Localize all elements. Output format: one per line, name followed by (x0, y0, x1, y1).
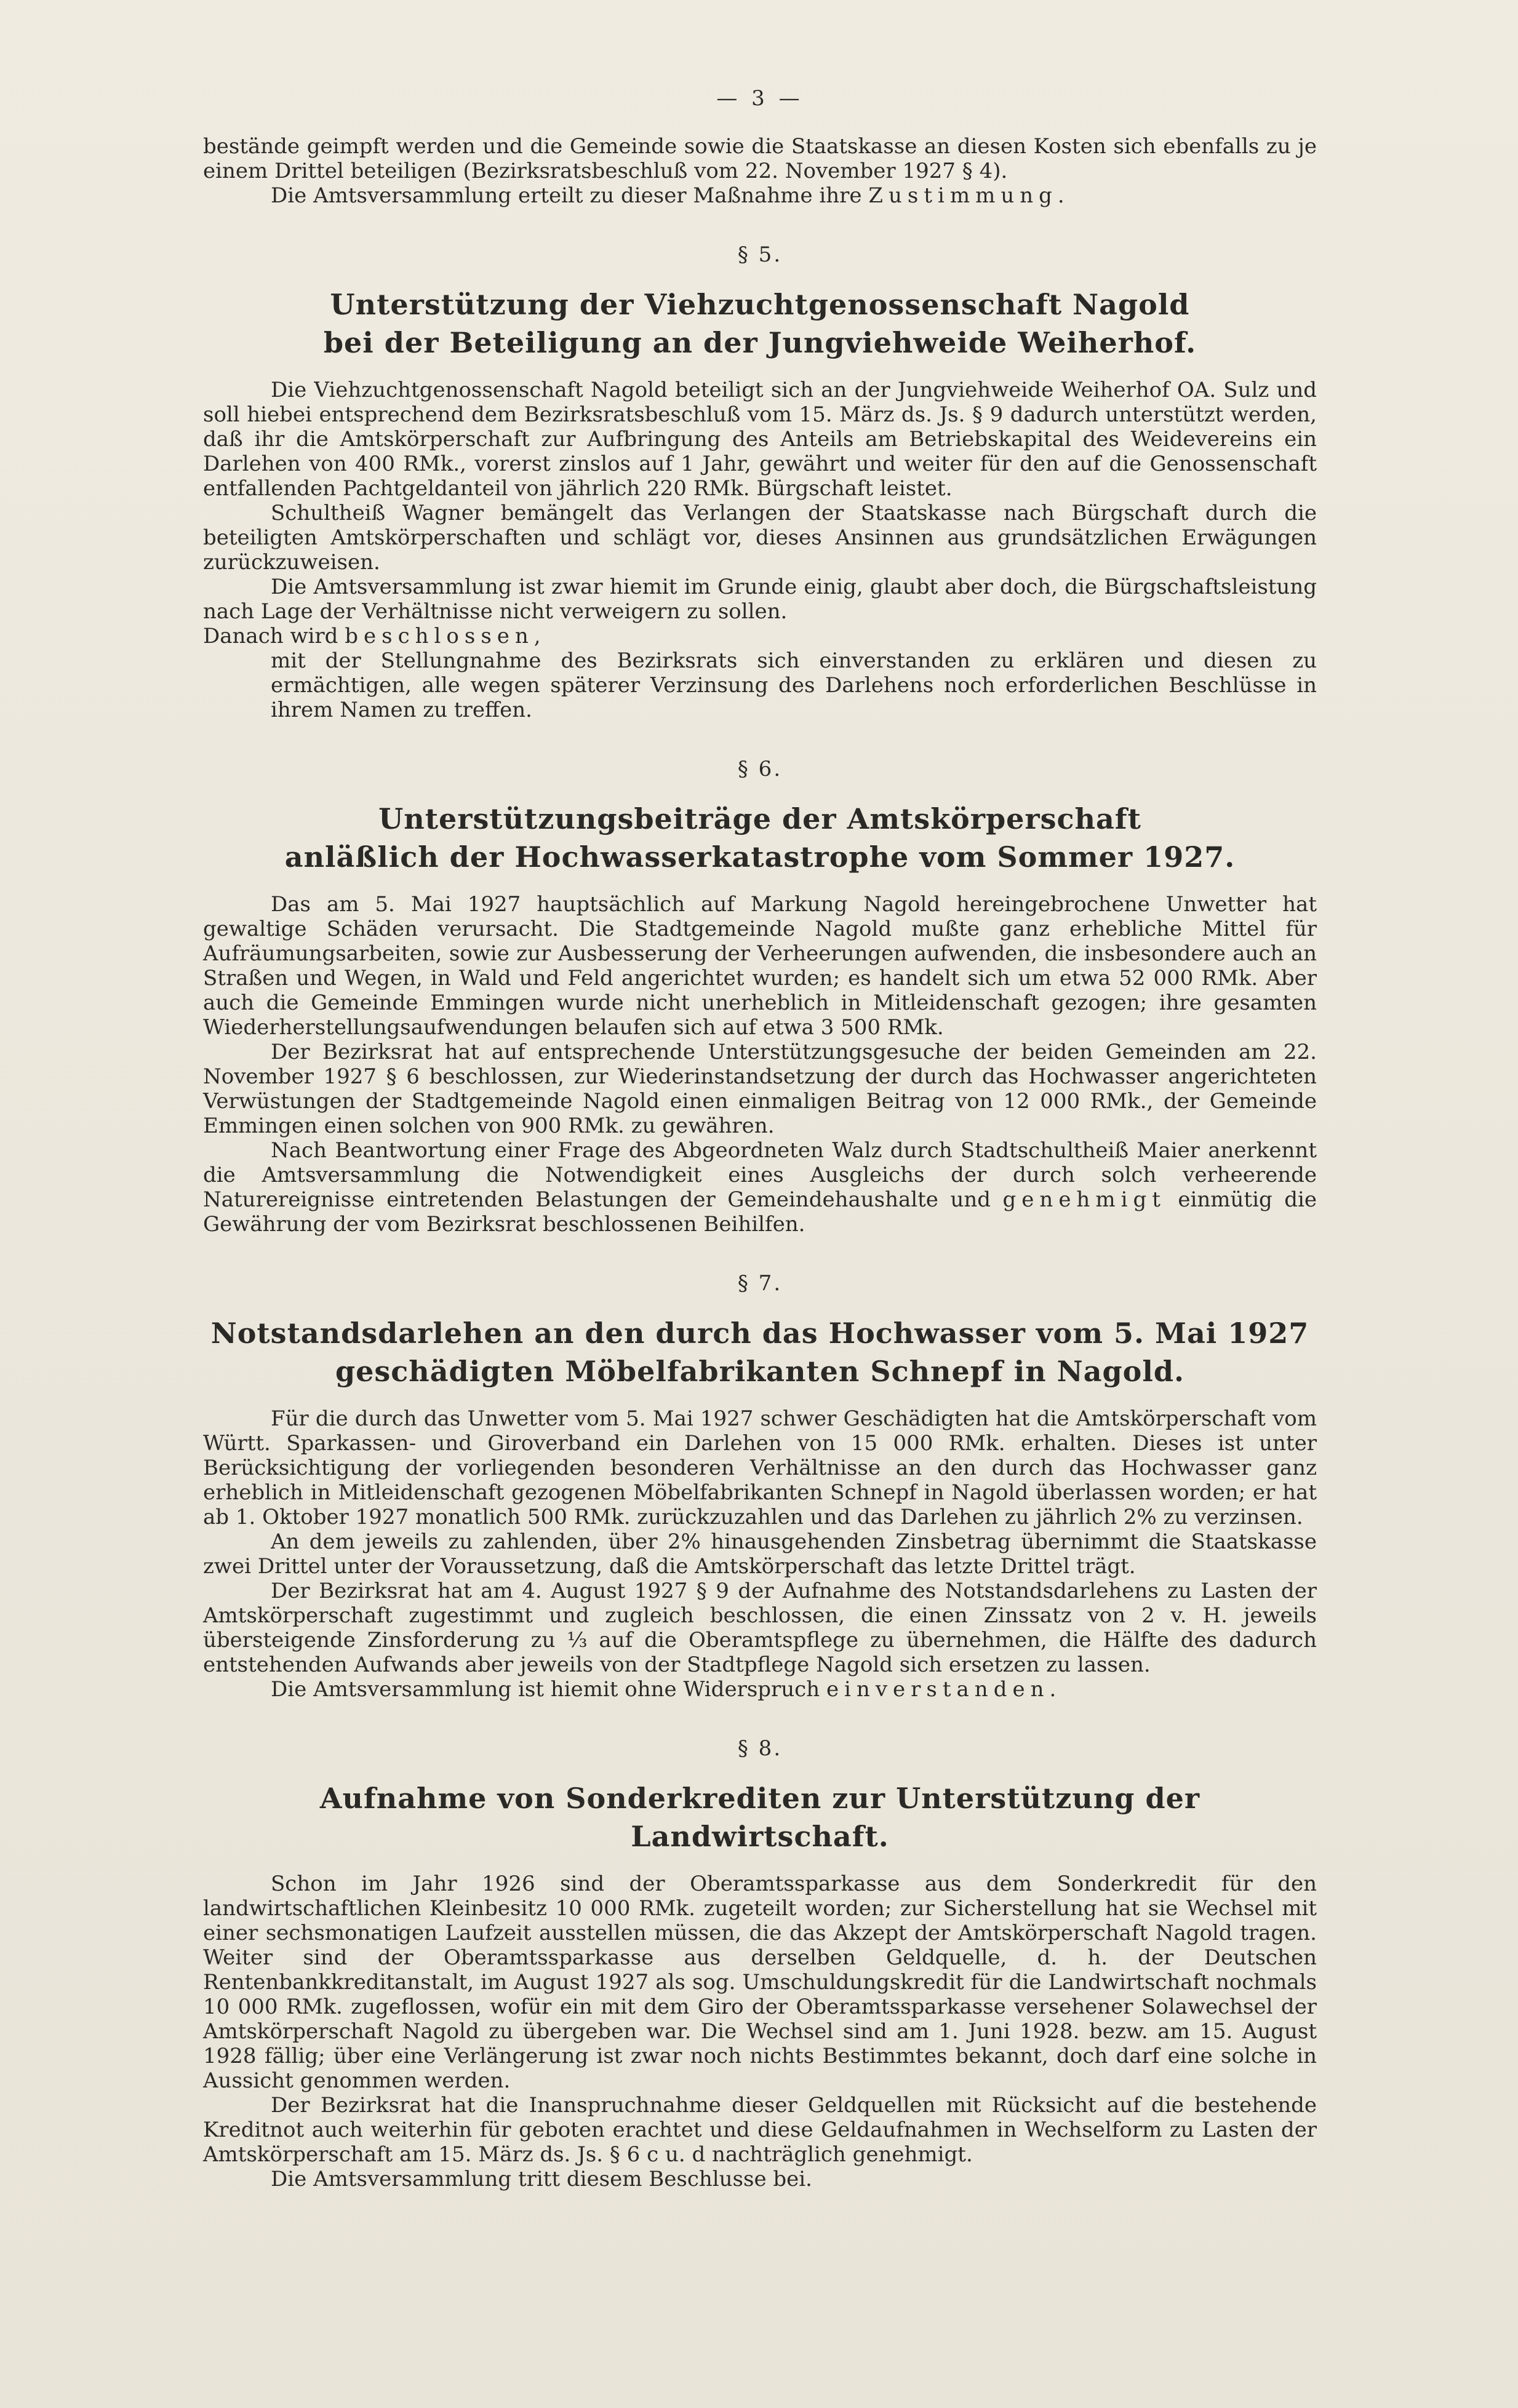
intro-decision (203, 183, 1317, 208)
section-8-paragraph-2: Der Bezirksrat hat die Inanspruchnahme dieser Geldquellen mit Rücksicht auf die bestehende Kreditnot auch weiterhin für geboten erachtet und diese Geldaufnahmen in Wechselform zu Lasten der Amtskörperschaft am 15. März ds. Js. § 6 c u. d nachträglich genehmigt. (203, 2093, 1317, 2167)
section-5-title-line1: Unterstützung der Viehzuchtgenossenschaft Nagold (330, 288, 1190, 321)
section-8-number: § 8. (737, 1736, 783, 1761)
section-5-number: § 5. (737, 242, 783, 267)
section-5-title (203, 285, 1317, 362)
section-5-paragraph-2: Schultheiß Wagner bemängelt das Verlangen der Staatskasse nach Bürgschaft durch die beteiligten Amtskörperschaften und schlägt vor, dieses Ansinnen aus grundsätzlichen Erwägungen zurückzuweisen. (203, 501, 1317, 575)
section-8-paragraph-3: Die Amtsversammlung tritt diesem Beschlusse bei. (271, 2167, 812, 2191)
section-7-paragraph-3: Der Bezirksrat hat am 4. August 1927 § 9 der Aufnahme des Notstandsdarlehens zu Lasten der Amtskörperschaft zugestimmt und zugleich beschlossen, die einen Zinssatz von 2 v. H. jeweils übersteigende Zinsforderung zu ⅓ auf die Oberamtspflege zu übernehmen, die Hälfte des dadurch entstehenden Aufwands aber jeweils von der Stadtpflege Nagold sich ersetzen zu lassen. (203, 1579, 1317, 1677)
section-6-paragraph-1: Das am 5. Mai 1927 hauptsächlich auf Markung Nagold hereingebrochene Unwetter hat gewaltige Schäden verursacht. Die Stadtgemeinde Nagold mußte ganz erhebliche Mittel für Aufräumungsarbeiten, sowie zur Ausbesserung der Verheerungen aufwenden, die insbesondere auch an Straßen und Wegen, in Wald und Feld angerichtet wurden; es handelt sich um etwa 52 000 RMk. Aber auch die Gemeinde Emmingen wurde nicht unerheblich in Mitleidenschaft gezogen; ihre gesamten Wiederherstellungsaufwendungen belaufen sich auf etwa 3 500 RMk. (203, 892, 1317, 1040)
section-6-paragraph-3 (203, 1138, 1317, 1237)
section-8-paragraph-1: Schon im Jahr 1926 sind der Oberamtssparkasse aus dem Sonderkredit für den landwirtschaftlichen Kleinbesitz 10 000 RMk. zugeteilt worden; zur Sicherstellung hat sie Wechsel mit einer sechsmonatigen Laufzeit ausstellen müssen, die das Akzept der Amtskörperschaft Nagold tragen. Weiter sind der Oberamtssparkasse aus derselben Geldquelle, d. h. der Deutschen Rentenbankkreditanstalt, im August 1927 als sog. Umschuldungskredit für die Landwirtschaft nochmals 10 000 RMk. zugeflossen, wofür ein mit dem Giro der Oberamtssparkasse versehener Solawechsel der Amtskörperschaft Nagold zu übergeben war. Die Wechsel sind am 1. Juni 1928. bezw. am 15. August 1928 fällig; über eine Verlängerung ist zwar noch nichts Bestimmtes bekannt, doch darf eine solche in Aussicht genommen werden. (203, 1872, 1317, 2093)
section-7-paragraph-1: Für die durch das Unwetter vom 5. Mai 1927 schwer Geschädigten hat die Amtskörperschaft vom Württ. Sparkassen- und Giroverband ein Darlehen von 15 000 RMk. erhalten. Dieses ist unter Berücksichtigung der vorliegenden besonderen Verhältnisse an den durch das Hochwasser ganz erheblich in Mitleidenschaft gezogenen Möbelfabrikanten Schnepf in Nagold überlassen worden; er hat ab 1. Oktober 1927 monatlich 500 RMk. zurückzuzahlen und das Darlehen zu jährlich 2% zu verzinsen. (203, 1406, 1317, 1529)
section-5-decision-prefix: Danach wird (203, 624, 345, 648)
section-5-decision-text: mit der Stellungnahme des Bezirksrats sich einverstanden zu erklären und diesen zu ermächtigen, alle wegen späterer Verzinsung des Darlehens noch erforderlichen Beschlüsse in ihrem Namen zu treffen. (271, 648, 1317, 722)
section-6-paragraph-2: Der Bezirksrat hat auf entsprechende Unterstützungsgesuche der beiden Gemeinden am 22. November 1927 § 6 beschlossen, zur Wiederinstandsetzung der durch das Hochwasser angerichteten Verwüstungen der Stadtgemeinde Nagold einen einmaligen Beitrag von 12 000 RMk., der Gemeinde Emmingen einen solchen von 900 RMk. zu gewähren. (203, 1040, 1317, 1138)
section-6-number: § 6. (737, 757, 783, 781)
intro-decision-word: Zustimmung (868, 183, 1058, 208)
page-number: — 3 — (716, 86, 804, 111)
section-5-decision-word: beschlossen, (345, 624, 546, 648)
section-6-title (203, 800, 1317, 876)
section-5-paragraph-3: Die Amtsversammlung ist zwar hiemit im Grunde einig, glaubt aber doch, die Bürgschaftsleistung nach Lage der Verhältnisse nicht verweigern zu sollen. (203, 575, 1317, 624)
section-8-title (203, 1779, 1317, 1856)
section-6-p3-before: Nach Beantwortung einer Frage des Abgeordneten Walz durch Stadtschultheiß Maier anerkennt die Amtsversammlung die Notwendigkeit eines Ausgleichs der durch solch verheerende Naturereignisse eintretenden Belastungen der Gemeindehaushalte und (203, 1138, 1317, 1212)
intro-decision-prefix: Die Amtsversammlung erteilt zu dieser Maßnahme ihre (271, 183, 869, 208)
section-6-title-line2: anläßlich der Hochwasserkatastrophe vom Sommer 1927. (284, 840, 1236, 874)
section-5-paragraph-1: Die Viehzuchtgenossenschaft Nagold beteiligt sich an der Jungviehweide Weiherhof OA. Sulz und soll hiebei entsprechend dem Bezirksratsbeschluß vom 15. März ds. Js. § 9 dadurch unterstützt werden, daß ihr die Amtskörperschaft zur Aufbringung des Anteils am Betriebskapital des Weidevereins ein Darlehen von 400 RMk., vorerst zinslos auf 1 Jahr, gewährt und weiter für den auf die Genossenschaft entfallenden Pachtgeldanteil von jährlich 220 RMk. Bürgschaft leistet. (203, 378, 1317, 501)
section-7-title-line1: Notstandsdarlehen an den durch das Hochwasser vom 5. Mai 1927 (210, 1317, 1309, 1350)
section-6-title-line1: Unterstützungsbeiträge der Amtskörperschaft (378, 802, 1141, 835)
intro-decision-suffix: . (1057, 183, 1065, 208)
section-7-number: § 7. (737, 1271, 783, 1296)
section-7-paragraph-2: An dem jeweils zu zahlenden, über 2% hinausgehenden Zinsbetrag übernimmt die Staatskasse zwei Drittel unter der Voraussetzung, daß die Amtskörperschaft das letzte Drittel trägt. (203, 1529, 1317, 1579)
page-content (203, 86, 1317, 2191)
section-8-title-line1: Aufnahme von Sonderkrediten zur Unterstützung der Landwirtschaft. (319, 1782, 1200, 1853)
section-7-decision-prefix: Die Amtsversammlung ist hiemit ohne Widerspruch (271, 1677, 826, 1702)
intro-paragraph: bestände geimpft werden und die Gemeinde sowie die Staatskasse an diesen Kosten sich ebenfalls zu je einem Drittel beteiligen (Bezirksratsbeschluß vom 22. November 1927 § 4). (203, 134, 1317, 183)
section-7-decision (203, 1677, 1317, 1702)
section-7-decision-suffix: . (1049, 1677, 1057, 1702)
section-6-p3-word: genehmigt (1002, 1187, 1166, 1212)
section-7-decision-word: einverstanden (826, 1677, 1050, 1702)
section-5-title-line2: bei der Beteiligung an der Jungviehweide Weiherhof. (323, 326, 1197, 359)
section-6-p3-after: einmütig die Gewährung der vom Bezirksrat beschlossenen Beihilfen. (203, 1187, 1317, 1237)
section-5-decision-label (203, 624, 1317, 648)
section-7-title-line2: geschädigten Möbelfabrikanten Schnepf in Nagold. (335, 1355, 1185, 1388)
section-7-title (203, 1314, 1317, 1390)
